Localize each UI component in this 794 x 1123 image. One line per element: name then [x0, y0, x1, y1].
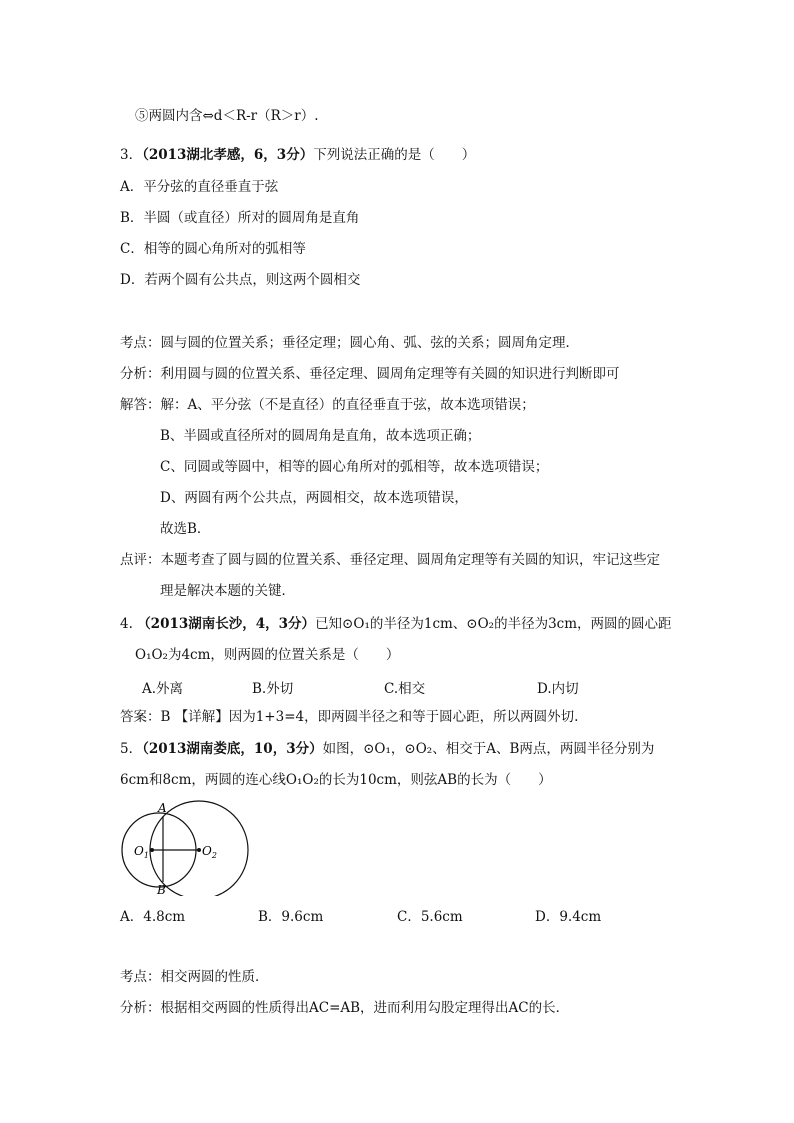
q3-fenxi: 分析：利用圆与圆的位置关系、垂径定理、圆周角定理等有关圆的知识进行判断即可 [120, 366, 620, 382]
q3-stem [120, 146, 475, 164]
q4-stem-line2: O₁O₂为4cm，则两圆的位置关系是（ ） [135, 647, 400, 663]
q4-option-c: C.相交 [384, 681, 426, 697]
q4-question: 已知⊙O₁的半径为1cm、⊙O₂的半径为3cm，两圆的圆心距 [315, 616, 672, 632]
q4-option-a: A.外离 [142, 681, 184, 697]
label-o1: $O_1$ [134, 844, 149, 860]
q3-question: 下列说法正确的是（ ） [313, 147, 476, 163]
q5-option-c: C．5.6cm [397, 909, 463, 925]
q3-dianping-line: 理是解决本题的关键． [160, 583, 295, 599]
q5-option-a: A．4.8cm [120, 909, 186, 925]
q5-stem-line2: 6cm和8cm，两圆的连心线O₁O₂的长为10cm，则弦AB的长为（ ） [120, 772, 552, 788]
q5-number: 5． [120, 741, 143, 757]
q5-option-b: B．9.6cm [258, 909, 324, 925]
q5-option-d: D．9.4cm [535, 909, 602, 925]
q3-dianping-line: 点评：本题考查了圆与圆的位置关系、垂径定理、圆周角定理等有关圆的知识，牢记这些定 [120, 552, 660, 568]
q3-number: 3． [120, 147, 143, 163]
q3-option-c: C．相等的圆心角所对的弧相等 [120, 241, 306, 257]
q3-source: （2013湖北孝感，6，3分） [142, 147, 314, 163]
point-o2 [197, 848, 201, 852]
q4-answer: 答案：B 【详解】因为1+3=4，即两圆半径之和等于圆心距，所以两圆外切. [120, 709, 579, 725]
q5-question: 如图，⊙O₁，⊙O₂、相交于A、B两点，两圆半径分别为 [322, 741, 655, 757]
label-o2: $O_2$ [202, 844, 217, 860]
q5-stem-line1 [120, 740, 654, 758]
label-a: A [158, 801, 167, 815]
q3-jieda-line: C、同圆或等圆中，相等的圆心角所对的弧相等，故本选项错误； [160, 459, 549, 475]
q4-number: 4. [120, 616, 133, 632]
q4-option-d: D.内切 [537, 681, 579, 697]
q3-option-a: A．平分弦的直径垂直于弦 [120, 179, 279, 195]
label-b: B [157, 883, 166, 896]
q3-kaodian: 考点：圆与圆的位置关系；垂径定理；圆心角、弧、弦的关系；圆周角定理． [120, 335, 579, 351]
q5-kaodian: 考点：相交两圆的性质． [120, 969, 269, 985]
q5-source: （2013湖南娄底，10，3分） [142, 741, 323, 757]
q4-stem-line1 [120, 615, 672, 633]
q2-item-5: ⑤两圆内含⇔d＜R-r（R＞r）. [135, 108, 319, 124]
point-o1 [150, 848, 154, 852]
two-circles-figure [112, 796, 252, 896]
q3-jieda-line: 解答：解：A、平分弦（不是直径）的直径垂直于弦，故本选项错误； [120, 397, 535, 413]
q5-fenxi: 分析：根据相交两圆的性质得出AC=AB，进而利用勾股定理得出AC的长． [120, 1000, 570, 1016]
q3-jieda-line: 故选B． [160, 521, 211, 537]
q3-jieda-line: B、半圆或直径所对的圆周角是直角，故本选项正确； [160, 428, 481, 444]
q4-option-b: B.外切 [252, 681, 294, 697]
q3-option-d: D．若两个圆有公共点，则这两个圆相交 [120, 272, 361, 288]
q3-jieda-line: D、两圆有两个公共点，两圆相交，故本选项错误， [160, 490, 468, 506]
q3-option-b: B．半圆（或直径）所对的圆周角是直角 [120, 210, 360, 226]
q4-source: （2013湖南长沙，4，3分） [137, 616, 316, 632]
